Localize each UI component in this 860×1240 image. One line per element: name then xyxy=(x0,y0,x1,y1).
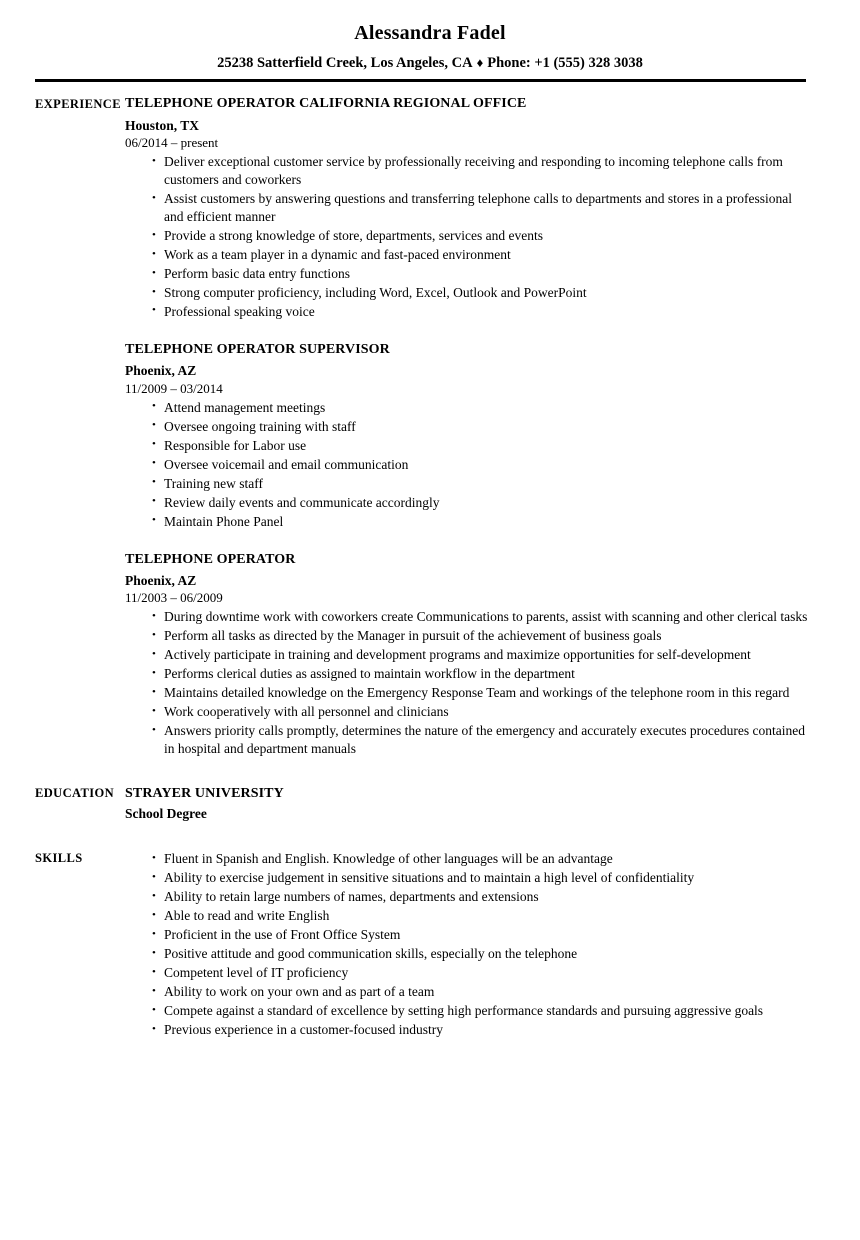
job-bullet: • Oversee ongoing training with staff xyxy=(152,418,810,436)
skill-bullet: • Ability to work on your own and as part of a team xyxy=(152,983,810,1001)
skills-bullet-list xyxy=(125,850,810,1039)
job-bullet: • Strong computer proficiency, including Word, Excel, Outlook and PowerPoint xyxy=(152,284,810,302)
contact-line xyxy=(0,55,860,72)
skill-bullet: • Ability to retain large numbers of names, departments and extensions xyxy=(152,888,810,906)
job-bullet: • Review daily events and communicate accordingly xyxy=(152,494,810,512)
resume-header xyxy=(0,0,860,82)
job-bullet: • Professional speaking voice xyxy=(152,303,810,321)
experience-job xyxy=(125,95,810,321)
education-section-label: EDUCATION xyxy=(35,786,115,801)
experience-body xyxy=(125,95,860,759)
job-location: Houston, TX xyxy=(125,117,200,133)
skill-bullet: • Proficient in the use of Front Office System xyxy=(152,926,810,944)
job-bullet: • Training new staff xyxy=(152,475,810,493)
skill-bullet: • Positive attitude and good communication skills, especially on the telephone xyxy=(152,945,810,963)
education-body xyxy=(125,785,860,822)
candidate-name: Alessandra Fadel xyxy=(354,22,506,44)
skill-bullet: • Fluent in Spanish and English. Knowledge of other languages will be an advantage xyxy=(152,850,810,868)
job-dates: 11/2003 – 06/2009 xyxy=(125,590,223,606)
job-bullet: • Actively participate in training and development programs and maximize opportunities for self-development xyxy=(152,646,810,664)
job-bullet: • Attend management meetings xyxy=(152,399,810,417)
job-bullet: • Answers priority calls promptly, determines the nature of the emergency and accurately executes procedures contained in hospital and department manuals xyxy=(152,722,810,758)
skill-bullet: • Compete against a standard of excellence by setting high performance standards and pursuing aggressive goals xyxy=(152,1002,810,1020)
skills-body xyxy=(125,850,860,1040)
experience-job xyxy=(125,341,810,531)
job-title: TELEPHONE OPERATOR SUPERVISOR xyxy=(125,341,390,357)
job-bullet-list xyxy=(125,399,810,531)
job-dates: 06/2014 – present xyxy=(125,135,219,151)
contact-phone: Phone: +1 (555) 328 3038 xyxy=(487,55,643,71)
education-entry xyxy=(125,785,810,822)
education-school: STRAYER UNIVERSITY xyxy=(125,786,284,802)
job-bullet: • Work as a team player in a dynamic and fast-paced environment xyxy=(152,246,810,264)
job-bullet: • Responsible for Labor use xyxy=(152,437,810,455)
header-divider xyxy=(35,79,806,82)
skill-bullet: • Previous experience in a customer-focused industry xyxy=(152,1021,810,1039)
diamond-separator-icon: ♦ xyxy=(476,55,484,70)
skill-bullet: • Able to read and write English xyxy=(152,907,810,925)
experience-section-label: EXPERIENCE xyxy=(35,97,121,112)
job-bullet: • Deliver exceptional customer service by professionally receiving and responding to incoming telephone calls from customers and coworkers xyxy=(152,153,810,189)
skill-bullet: • Ability to exercise judgement in sensitive situations and to maintain a high level of confidentiality xyxy=(152,869,810,887)
job-bullet: • Maintains detailed knowledge on the Emergency Response Team and workings of the telephone room in this regard xyxy=(152,684,810,702)
job-location: Phoenix, AZ xyxy=(125,573,197,589)
job-bullet-list xyxy=(125,608,810,758)
experience-section xyxy=(0,95,860,759)
skill-bullet: • Competent level of IT proficiency xyxy=(152,964,810,982)
job-title: TELEPHONE OPERATOR xyxy=(125,551,296,567)
job-bullet: • Work cooperatively with all personnel and clinicians xyxy=(152,703,810,721)
education-degree: School Degree xyxy=(125,805,207,821)
job-bullet: • Performs clerical duties as assigned to maintain workflow in the department xyxy=(152,665,810,683)
skills-section xyxy=(0,850,860,1040)
skills-section-label: SKILLS xyxy=(35,851,83,866)
job-bullet: • Assist customers by answering questions and transferring telephone calls to departments and stores in a professional and efficient manner xyxy=(152,190,810,226)
job-bullet: • Perform basic data entry functions xyxy=(152,265,810,283)
job-location: Phoenix, AZ xyxy=(125,363,197,379)
education-section xyxy=(0,785,860,822)
job-bullet: • Maintain Phone Panel xyxy=(152,513,810,531)
job-bullet: • Perform all tasks as directed by the Manager in pursuit of the achievement of business goals xyxy=(152,627,810,645)
job-title: TELEPHONE OPERATOR CALIFORNIA REGIONAL OFFICE xyxy=(125,96,527,112)
experience-job xyxy=(125,551,810,759)
job-dates: 11/2009 – 03/2014 xyxy=(125,380,223,396)
contact-address: 25238 Satterfield Creek, Los Angeles, CA xyxy=(217,55,473,71)
job-bullet: • Provide a strong knowledge of store, departments, services and events xyxy=(152,227,810,245)
job-bullet-list xyxy=(125,153,810,321)
job-bullet: • Oversee voicemail and email communication xyxy=(152,456,810,474)
job-bullet: • During downtime work with coworkers create Communications to parents, assist with scanning and other clerical tasks xyxy=(152,608,810,626)
